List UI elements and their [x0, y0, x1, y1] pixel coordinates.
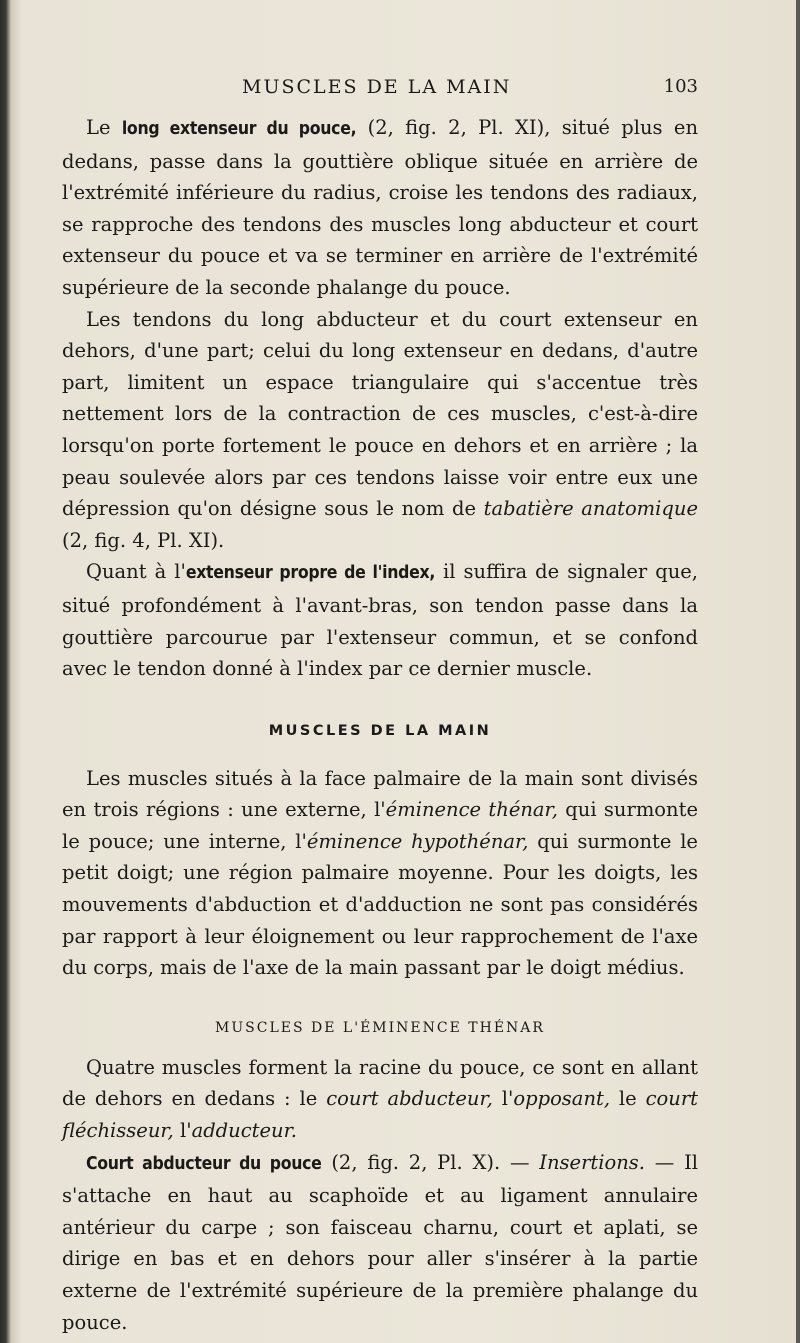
- term-italic: éminence thénar,: [385, 798, 558, 822]
- page-edge: [796, 0, 800, 1343]
- term-bold: extenseur propre de l'index,: [185, 563, 436, 584]
- page-content: [62, 76, 698, 1338]
- term-italic: tabatière anatomique: [483, 497, 698, 521]
- sub-heading: MUSCLES DE L'ÉMINENCE THÉNAR: [215, 1019, 545, 1036]
- term-italic: adducteur.: [191, 1119, 297, 1143]
- page-number: 103: [663, 76, 698, 97]
- term-bold: long extenseur du pouce,: [121, 119, 357, 139]
- paragraph-long-extenseur: Le long extenseur du pouce, (2, fig. 2, Pl. XI), situé plus en dedans, passe dans la gouttière oblique située en arrière de l'extrémité inférieure du radius, croise les tendons des radiaux, se rapproche des tendons des muscles long abducteur et court extenseur du pouce et va se terminer en arrière de l'extrémité supérieure de la seconde phalange du pouce.: [62, 116, 699, 299]
- paragraph-tabatiere: Les tendons du long abducteur et du court extenseur en dehors, d'une part; celui du long extenseur en dedans, d'autre part, limitent un espace triangulaire qui s'accentue très nettement lors de la contraction de ces muscles, c'est-à-dire lorsqu'on porte fortement le pouce en dehors et en arrière ; la peau soulevée alors par ces tendons laisse voir entre eux une dépression qu'on désigne sous le nom de tabatière anatomique (2, fig. 4, Pl. XI).: [62, 307, 698, 552]
- term-italic: court fléchisseur,: [62, 1087, 698, 1143]
- term-italic: Insertions.: [539, 1150, 645, 1174]
- paragraph-court-abducteur: Court abducteur du pouce (2, fig. 2, Pl. X). — Insertions. — Il s'attache en haut au scaphoïde et au ligament annulaire antérieur du carpe ; son faisceau charnu, court et aplati, se dirige en bas et en dehors pour aller s'insérer à la partie externe de l'extrémité supérieure de la première phalange du pouce.: [62, 1150, 699, 1334]
- running-head: [62, 76, 698, 106]
- term-italic: opposant,: [513, 1087, 611, 1111]
- term-bold: Court abducteur du pouce: [86, 1153, 322, 1174]
- section-heading: MUSCLES DE LA MAIN: [268, 722, 492, 739]
- term-italic: éminence hypothénar,: [306, 829, 529, 853]
- term-italic: court abducteur,: [326, 1087, 493, 1111]
- paragraph-quatre-muscles: Quatre muscles forment la racine du pouce, ce sont en allant de dehors en dedans : le court abducteur, l'opposant, le court fléchisseur, l'adducteur.: [62, 1055, 698, 1143]
- paragraph-regions: Les muscles situés à la face palmaire de la main sont divisés en trois régions : une externe, l'éminence thénar, qui surmonte le pouce; une interne, l'éminence hypothénar, qui surmonte le petit doigt; une région palmaire moyenne. Pour les doigts, les mouvements d'abduction et d'adduction ne sont pas considérés par rapport à leur éloignement ou leur rapprochement de l'axe du corps, mais de l'axe de la main passant par le doigt médius.: [62, 766, 698, 980]
- paragraph-extenseur-index: Quant à l'extenseur propre de l'index, il suffira de signaler que, situé profondément à l'avant-bras, son tendon passe dans la gouttière parcourue par l'extenseur commun, et se confond avec le tendon donné à l'index par ce dernier muscle.: [62, 560, 698, 681]
- running-title: MUSCLES DE LA MAIN: [242, 76, 512, 98]
